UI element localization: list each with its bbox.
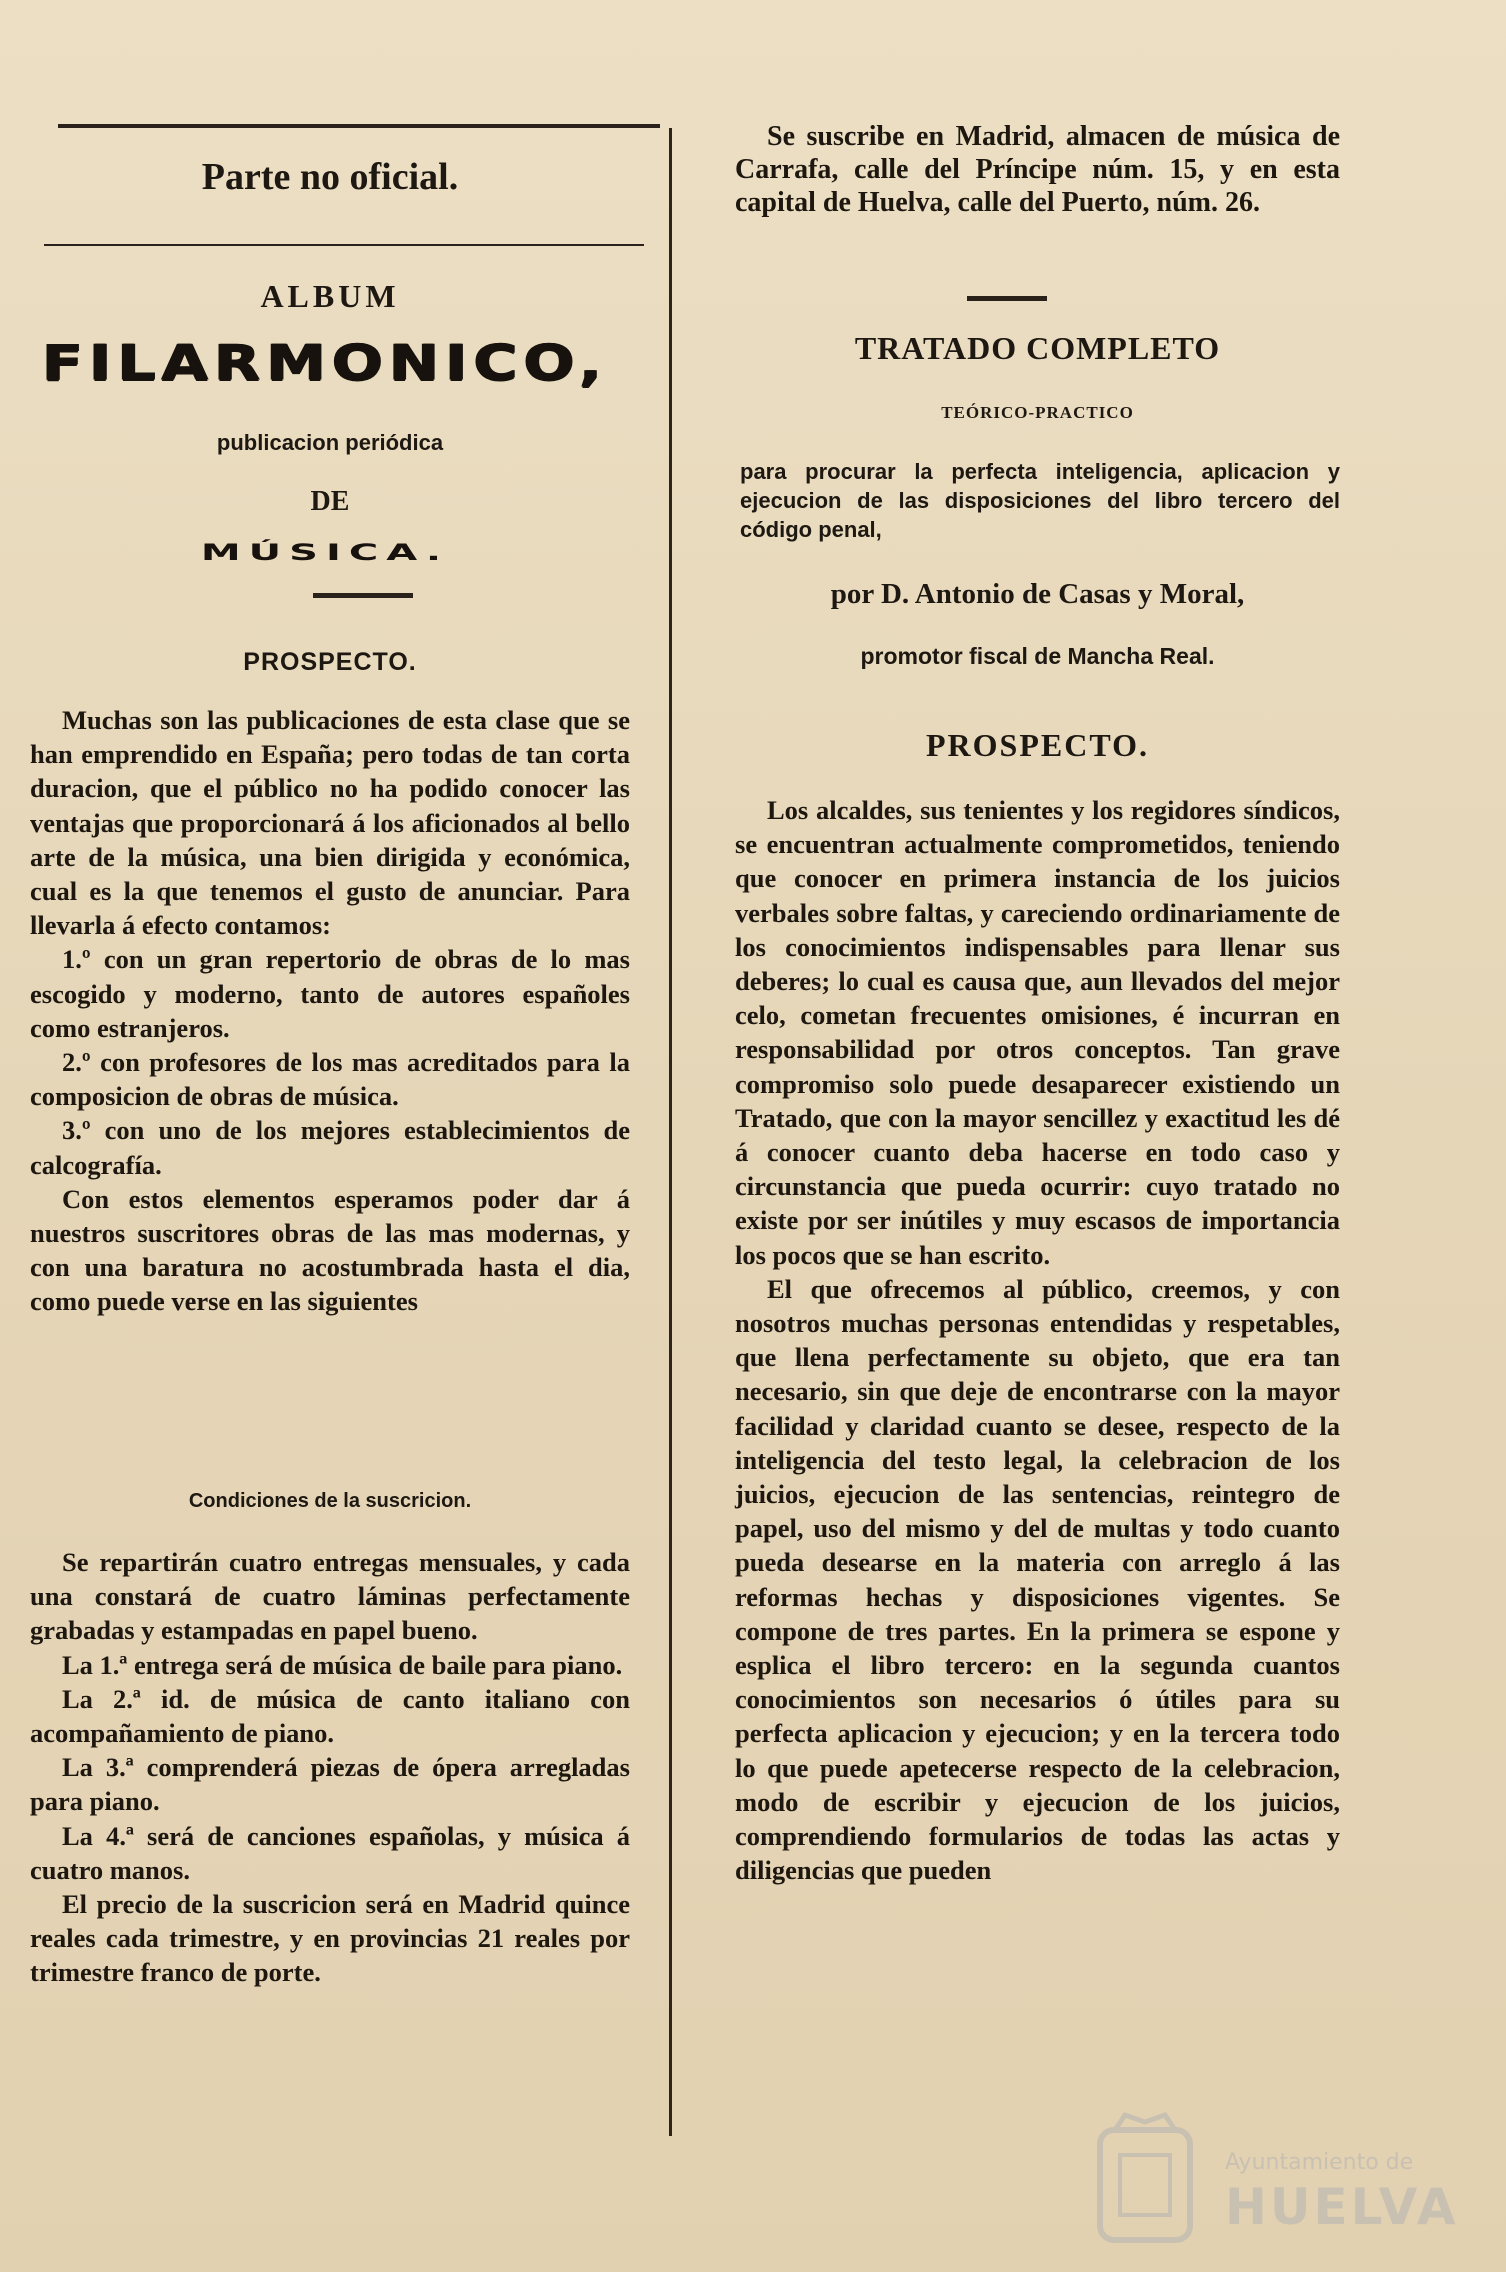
condition-5: La 4.ª será de canciones españolas, y música á cuatro manos. [30,1820,630,1885]
album-label: ALBUM [260,278,400,314]
watermark-line1: Ayuntamiento de [1225,2150,1414,2175]
archive-watermark [1085,2110,1459,2260]
conditions-heading: Condiciones de la suscricion. [188,1490,472,1512]
condition-3: La 2.ª id. de música de canto italiano con acompañamiento de piano. [30,1683,630,1749]
author-role: promotor fiscal de Mancha Real. [860,643,1215,669]
right-body [735,793,1340,1888]
condition-6: El precio de la suscricion será en Madrid quince reales cada trimestre, y en provincias 21 reales por trimestre franco de porte. [30,1889,630,1988]
section-header: Parte no oficial. [201,156,459,198]
prospecto-heading-left: PROSPECTO. [243,648,417,676]
treatise-purpose: para procurar la perfecta inteligencia, aplicacion y ejecucion de las disposiciones del libro tercero del código penal, [740,459,1340,542]
coat-of-arms-icon [1085,2110,1205,2260]
ornament-rule [313,593,413,598]
treatise-title: TRATADO COMPLETO [854,330,1221,366]
conditions-body [30,1545,630,1990]
publication-subtitle: publicacion periódica [216,430,444,455]
prospecto-heading-right: PROSPECTO. [926,727,1149,763]
item-2: 2.º con profesores de los mas acreditados para la composicion de obras de música. [30,1047,630,1112]
subscription-note [735,120,1340,219]
intro-paragraph: Muchas son las publicaciones de esta clase que se han emprendido en España; pero todas de tan corta duracion, que el público no ha podido conocer las ventajas que proporcionará á los aficionados al bello arte de la música, una bien dirigida y económica, cual es la que tenemos el gusto de anunciar. Para llevarla á efecto contamos: [30,705,630,941]
section-rule [44,244,644,246]
subscription-note-text: Se suscribe en Madrid, almacen de música de Carrafa, calle del Príncipe núm. 15, y en esta capital de Huelva, calle del Puerto, núm. 26. [735,121,1340,218]
column-divider [669,128,672,2136]
filarmonico-title: FILARMONICO, [42,334,608,392]
ornament-rule-right [967,296,1047,301]
watermark-line2: HUELVA [1225,2178,1459,2236]
right-paragraph-1: Los alcaldes, sus tenientes y los regidores síndicos, se encuentran actualmente comprometidos, teniendo que conocer en primera instancia de los juicios verbales sobre faltas, y careciendo ordinariamente de los conocimientos indispensables para llenar sus deberes; lo cual es causa que, aun llevados del mejor celo, cometan frecuentes omisiones, é incurran en responsabilidad por otros conceptos. Tan grave compromiso solo puede desaparecer existiendo un Tratado, que con la mayor sencillez y exactitud les dé á conocer cuanto deba hacerse en todo caso y circunstancia que pueda ocurrir: cuyo tratado no existe por ser inútiles y muy escasos de importancia los pocos que se han escrito. [735,795,1340,1270]
condition-4: La 3.ª comprenderá piezas de ópera arregladas para piano. [30,1752,630,1817]
musica-title: MÚSICA. [200,540,450,566]
closing-paragraph: Con estos elementos esperamos poder dar á nuestros suscritores obras de las mas modernas, y con una baratura no acostumbrada hasta el dia, como puede verse en las siguientes [30,1183,630,1317]
author-line: por D. Antonio de Casas y Moral, [830,578,1245,610]
top-rule [58,124,660,128]
treatise-subtitle: TEÓRICO-PRACTICO [941,403,1134,422]
condition-1: Se repartirán cuatro entregas mensuales, y cada una constará de cuatro láminas perfectamente grabadas y estampadas en papel bueno. [30,1547,630,1646]
item-1: 1.º con un gran repertorio de obras de lo mas escogido y moderno, tanto de autores españoles como estranjeros. [30,944,630,1043]
right-paragraph-2: El que ofrecemos al público, creemos, y con nosotros muchas personas entendidas y respetables, que llena perfectamente su objeto, que era tan necesario, sin que deje de encontrarse con la mayor facilidad y claridad cuanto se desee, respecto de la inteligencia del testo legal, la celebracion de los juicios, ejecucion de las sentencias, reintegro de papel, uso del mismo y del de multas y todo cuanto pueda desearse en la materia con arreglo á las reformas hechas y disposiciones vigentes. Se compone de tres partes. En la primera se espone y esplica el libro tercero: en la segunda cuantos conocimientos son necesarios ó útiles para su perfecta aplicacion y ejecucion; y en la tercera todo lo que puede apetecerse respecto de la celebracion, modo de escribir y ejecucion de los juicios, comprendiendo formularios de todas las actas y diligencias que pueden [735,1273,1340,1886]
condition-2: La 1.ª entrega será de música de baile para piano. [62,1649,623,1680]
item-3: 3.º con uno de los mejores establecimientos de calcografía. [30,1115,630,1180]
de-label: DE [310,486,350,517]
left-body [30,703,630,1319]
